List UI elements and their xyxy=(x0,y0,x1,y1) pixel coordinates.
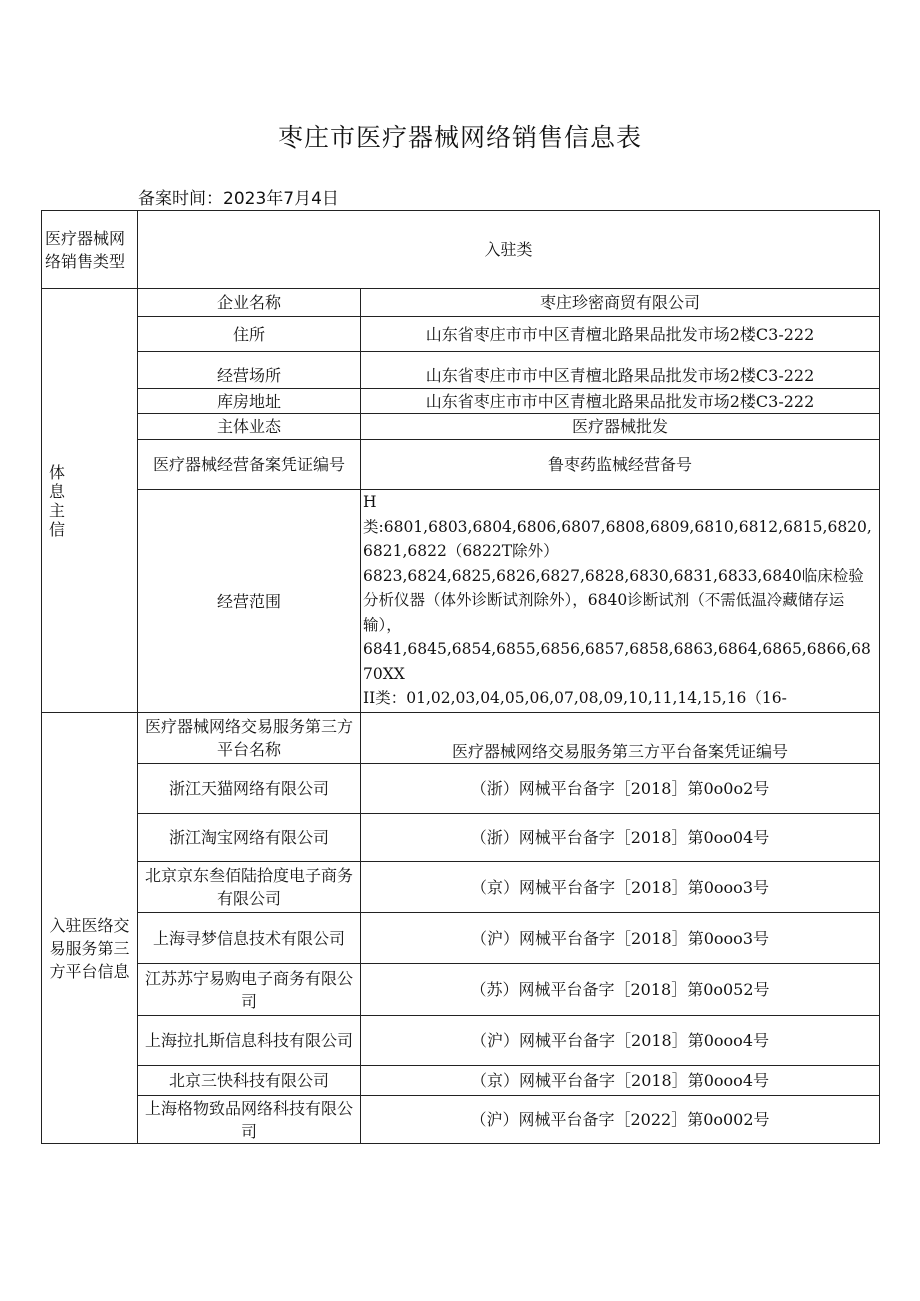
table-row xyxy=(42,289,880,317)
table-row xyxy=(42,440,880,490)
scope-value xyxy=(361,490,880,713)
row-value: 山东省枣庄市市中区青檀北路果品批发市场2楼C3-222 xyxy=(361,352,880,389)
row-label: 主体业态 xyxy=(138,414,361,440)
platform-row xyxy=(42,1066,880,1096)
platform-row xyxy=(42,1016,880,1066)
type-value: 入驻类 xyxy=(138,211,880,289)
platform-code: （浙）网械平台备字［2018］第0o0o2号 xyxy=(361,764,880,814)
scope-line: 类:6801,6803,6804,6806,6807,6808,6809,6810,6812,6815,6820,6821,6822（6822T除外） xyxy=(363,517,872,560)
platform-name: 上海寻梦信息技术有限公司 xyxy=(138,913,361,964)
platform-header-code: 医疗器械网络交易服务第三方平台备案凭证编号 xyxy=(361,713,880,764)
platform-name: 北京京东叁佰陆拾度电子商务有限公司 xyxy=(138,862,361,913)
scope-line: H xyxy=(363,493,377,511)
table-row xyxy=(42,389,880,414)
platform-row xyxy=(42,814,880,862)
platform-name: 上海拉扎斯信息科技有限公司 xyxy=(138,1016,361,1066)
platform-header-name: 医疗器械网络交易服务第三方平台名称 xyxy=(138,713,361,764)
platform-code: （沪）网械平台备字［2018］第0ooo3号 xyxy=(361,913,880,964)
platform-row xyxy=(42,764,880,814)
platform-code: （京）网械平台备字［2018］第0ooo3号 xyxy=(361,862,880,913)
scope-line: 6823,6824,6825,6826,6827,6828,6830,6831,6833,6840临床检验分析仪器（体外诊断试剂除外），6840诊断试剂（不需低温冷藏储存运输）， xyxy=(363,566,864,634)
platform-row xyxy=(42,1096,880,1144)
row-value: 山东省枣庄市市中区青檀北路果品批发市场2楼C3-222 xyxy=(361,389,880,414)
row-label: 企业名称 xyxy=(138,289,361,317)
subject-section-label: 体息主信 xyxy=(42,289,138,713)
platform-row xyxy=(42,862,880,913)
platform-code: （沪）网械平台备字［2022］第0o002号 xyxy=(361,1096,880,1144)
scope-line: II类：01,02,03,04,05,06,07,08,09,10,11,14,15,16（16- xyxy=(363,689,787,707)
row-label: 医疗器械经营备案凭证编号 xyxy=(138,440,361,490)
row-label: 库房地址 xyxy=(138,389,361,414)
platform-code: （京）网械平台备字［2018］第0ooo4号 xyxy=(361,1066,880,1096)
platform-header-row xyxy=(42,713,880,764)
row-value: 枣庄珍密商贸有限公司 xyxy=(361,289,880,317)
scope-row xyxy=(42,490,880,713)
table-row xyxy=(42,414,880,440)
scope-line: 6841,6845,6854,6855,6856,6857,6858,6863,6864,6865,6866,6870XX xyxy=(363,640,871,683)
platform-name: 北京三快科技有限公司 xyxy=(138,1066,361,1096)
type-label: 医疗器械网络销售类型 xyxy=(42,211,138,289)
platform-code: （沪）网械平台备字［2018］第0ooo4号 xyxy=(361,1016,880,1066)
row-value: 医疗器械批发 xyxy=(361,414,880,440)
row-label: 住所 xyxy=(138,317,361,352)
platform-row xyxy=(42,964,880,1016)
platform-name: 浙江淘宝网络有限公司 xyxy=(138,814,361,862)
type-row xyxy=(42,211,880,289)
platform-row xyxy=(42,913,880,964)
table-row xyxy=(42,352,880,389)
platform-name: 浙江天猫网络有限公司 xyxy=(138,764,361,814)
row-label: 经营场所 xyxy=(138,352,361,389)
info-table xyxy=(41,210,880,1144)
platform-name: 江苏苏宁易购电子商务有限公司 xyxy=(138,964,361,1016)
table-row xyxy=(42,317,880,352)
filing-date: 备案时间：2023年7月4日 xyxy=(138,189,339,209)
scope-label: 经营范围 xyxy=(138,490,361,713)
platform-name: 上海格物致品网络科技有限公司 xyxy=(138,1096,361,1144)
page-title: 枣庄市医疗器械网络销售信息表 xyxy=(277,123,642,152)
platform-code: （苏）网械平台备字［2018］第0o052号 xyxy=(361,964,880,1016)
platform-section-label: 入驻医络交易服务第三方平台信息 xyxy=(42,713,138,1144)
row-value: 山东省枣庄市市中区青檀北路果品批发市场2楼C3-222 xyxy=(361,317,880,352)
row-value: 鲁枣药监械经营备号 xyxy=(361,440,880,490)
platform-code: （浙）网械平台备字［2018］第0oo04号 xyxy=(361,814,880,862)
